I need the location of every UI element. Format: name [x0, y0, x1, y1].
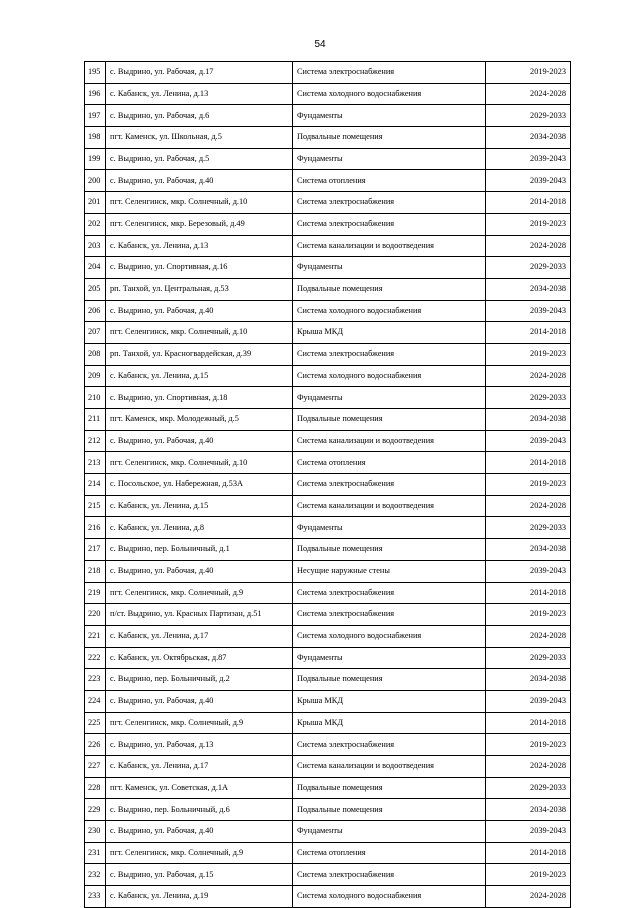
table-row	[85, 278, 571, 300]
period-cell: 2019-2023	[486, 734, 571, 756]
building-system-cell: Система канализации и водоотведения	[293, 430, 486, 452]
address-cell: с. Выдрино, ул. Спортивная, д.16	[106, 257, 293, 279]
table-row	[85, 387, 571, 409]
row-number-cell: 199	[85, 148, 106, 170]
building-system-cell: Подвальные помещения	[293, 127, 486, 149]
row-number-cell: 213	[85, 452, 106, 474]
address-cell: пгт. Селенгинск, мкр. Березовый, д.49	[106, 213, 293, 235]
building-system-cell: Подвальные помещения	[293, 777, 486, 799]
period-cell: 2034-2038	[486, 278, 571, 300]
building-system-cell: Система отопления	[293, 842, 486, 864]
table-row	[85, 213, 571, 235]
building-system-cell: Система отопления	[293, 452, 486, 474]
building-system-cell: Подвальные помещения	[293, 278, 486, 300]
address-cell: с. Выдрино, ул. Рабочая, д.40	[106, 690, 293, 712]
table-row	[85, 495, 571, 517]
address-cell: с. Кабанск, ул. Ленина, д.13	[106, 235, 293, 257]
building-system-cell: Фундаменты	[293, 517, 486, 539]
repair-schedule-table	[84, 61, 571, 908]
table-row	[85, 625, 571, 647]
period-cell: 2024-2028	[486, 235, 571, 257]
period-cell: 2034-2038	[486, 539, 571, 561]
row-number-cell: 206	[85, 300, 106, 322]
table-row	[85, 83, 571, 105]
row-number-cell: 219	[85, 582, 106, 604]
address-cell: пгт. Селенгинск, мкр. Солнечный, д.9	[106, 582, 293, 604]
period-cell: 2024-2028	[486, 625, 571, 647]
table-row	[85, 192, 571, 214]
row-number-cell: 214	[85, 474, 106, 496]
table-row	[85, 452, 571, 474]
address-cell: с. Выдрино, пер. Больничный, д.6	[106, 799, 293, 821]
address-cell: с. Выдрино, ул. Рабочая, д.40	[106, 821, 293, 843]
period-cell: 2039-2043	[486, 148, 571, 170]
address-cell: с. Выдрино, ул. Рабочая, д.13	[106, 734, 293, 756]
table-row	[85, 560, 571, 582]
period-cell: 2039-2043	[486, 821, 571, 843]
table-row	[85, 365, 571, 387]
building-system-cell: Несущие наружные стены	[293, 560, 486, 582]
building-system-cell: Система холодного водоснабжения	[293, 625, 486, 647]
table-row	[85, 777, 571, 799]
period-cell: 2039-2043	[486, 170, 571, 192]
address-cell: с. Кабанск, ул. Ленина, д.15	[106, 495, 293, 517]
address-cell: с. Кабанск, ул. Ленина, д.19	[106, 886, 293, 908]
row-number-cell: 197	[85, 105, 106, 127]
building-system-cell: Система электроснабжения	[293, 474, 486, 496]
address-cell: пгт. Каменск, ул. Школьная, д.5	[106, 127, 293, 149]
period-cell: 2019-2023	[486, 213, 571, 235]
address-cell: пгт. Каменск, мкр. Молодежный, д.5	[106, 409, 293, 431]
row-number-cell: 208	[85, 343, 106, 365]
table-row	[85, 62, 571, 84]
building-system-cell: Система электроснабжения	[293, 864, 486, 886]
building-system-cell: Система канализации и водоотведения	[293, 235, 486, 257]
building-system-cell: Фундаменты	[293, 821, 486, 843]
table-row	[85, 864, 571, 886]
address-cell: пгт. Селенгинск, мкр. Солнечный, д.10	[106, 192, 293, 214]
row-number-cell: 225	[85, 712, 106, 734]
building-system-cell: Система электроснабжения	[293, 604, 486, 626]
table-row	[85, 647, 571, 669]
building-system-cell: Фундаменты	[293, 148, 486, 170]
row-number-cell: 230	[85, 821, 106, 843]
row-number-cell: 196	[85, 83, 106, 105]
period-cell: 2014-2018	[486, 582, 571, 604]
period-cell: 2029-2033	[486, 517, 571, 539]
address-cell: с. Выдрино, пер. Больничный, д.1	[106, 539, 293, 561]
period-cell: 2034-2038	[486, 409, 571, 431]
table-row	[85, 300, 571, 322]
table-row	[85, 886, 571, 908]
period-cell: 2019-2023	[486, 474, 571, 496]
period-cell: 2014-2018	[486, 842, 571, 864]
period-cell: 2029-2033	[486, 647, 571, 669]
period-cell: 2019-2023	[486, 604, 571, 626]
period-cell: 2024-2028	[486, 756, 571, 778]
building-system-cell: Фундаменты	[293, 257, 486, 279]
address-cell: с. Кабанск, ул. Ленина, д.13	[106, 83, 293, 105]
row-number-cell: 203	[85, 235, 106, 257]
building-system-cell: Система электроснабжения	[293, 213, 486, 235]
period-cell: 2034-2038	[486, 669, 571, 691]
building-system-cell: Подвальные помещения	[293, 799, 486, 821]
period-cell: 2029-2033	[486, 387, 571, 409]
table-row	[85, 756, 571, 778]
row-number-cell: 212	[85, 430, 106, 452]
building-system-cell: Подвальные помещения	[293, 539, 486, 561]
table-row	[85, 409, 571, 431]
row-number-cell: 226	[85, 734, 106, 756]
table-body	[85, 62, 571, 908]
row-number-cell: 216	[85, 517, 106, 539]
row-number-cell: 201	[85, 192, 106, 214]
table-row	[85, 235, 571, 257]
table-row	[85, 430, 571, 452]
building-system-cell: Система холодного водоснабжения	[293, 83, 486, 105]
building-system-cell: Система отопления	[293, 170, 486, 192]
building-system-cell: Система электроснабжения	[293, 62, 486, 84]
period-cell: 2029-2033	[486, 257, 571, 279]
row-number-cell: 200	[85, 170, 106, 192]
row-number-cell: 210	[85, 387, 106, 409]
building-system-cell: Система холодного водоснабжения	[293, 886, 486, 908]
table-row	[85, 343, 571, 365]
period-cell: 2024-2028	[486, 83, 571, 105]
table-row	[85, 582, 571, 604]
table-row	[85, 734, 571, 756]
building-system-cell: Крыша МКД	[293, 712, 486, 734]
table-row	[85, 148, 571, 170]
table-row	[85, 257, 571, 279]
period-cell: 2029-2033	[486, 777, 571, 799]
building-system-cell: Система электроснабжения	[293, 343, 486, 365]
table-row	[85, 474, 571, 496]
building-system-cell: Система канализации и водоотведения	[293, 756, 486, 778]
building-system-cell: Крыша МКД	[293, 322, 486, 344]
period-cell: 2024-2028	[486, 886, 571, 908]
address-cell: с. Кабанск, ул. Октябрьская, д.87	[106, 647, 293, 669]
address-cell: с. Выдрино, ул. Рабочая, д.17	[106, 62, 293, 84]
building-system-cell: Фундаменты	[293, 105, 486, 127]
address-cell: с. Выдрино, ул. Спортивная, д.18	[106, 387, 293, 409]
building-system-cell: Крыша МКД	[293, 690, 486, 712]
table-row	[85, 690, 571, 712]
address-cell: с. Выдрино, ул. Рабочая, д.15	[106, 864, 293, 886]
row-number-cell: 221	[85, 625, 106, 647]
building-system-cell: Система канализации и водоотведения	[293, 495, 486, 517]
period-cell: 2019-2023	[486, 343, 571, 365]
row-number-cell: 231	[85, 842, 106, 864]
row-number-cell: 218	[85, 560, 106, 582]
period-cell: 2039-2043	[486, 300, 571, 322]
row-number-cell: 232	[85, 864, 106, 886]
table-row	[85, 669, 571, 691]
period-cell: 2039-2043	[486, 430, 571, 452]
row-number-cell: 222	[85, 647, 106, 669]
row-number-cell: 217	[85, 539, 106, 561]
table-row	[85, 322, 571, 344]
address-cell: рп. Танхой, ул. Красногвардейская, д.39	[106, 343, 293, 365]
row-number-cell: 229	[85, 799, 106, 821]
period-cell: 2039-2043	[486, 690, 571, 712]
address-cell: пгт. Селенгинск, мкр. Солнечный, д.10	[106, 452, 293, 474]
address-cell: с. Выдрино, ул. Рабочая, д.5	[106, 148, 293, 170]
period-cell: 2014-2018	[486, 452, 571, 474]
building-system-cell: Система электроснабжения	[293, 734, 486, 756]
period-cell: 2024-2028	[486, 495, 571, 517]
address-cell: п/ст. Выдрино, ул. Красных Партизан, д.51	[106, 604, 293, 626]
address-cell: с. Выдрино, ул. Рабочая, д.40	[106, 560, 293, 582]
building-system-cell: Подвальные помещения	[293, 669, 486, 691]
period-cell: 2034-2038	[486, 799, 571, 821]
table-row	[85, 821, 571, 843]
table-row	[85, 105, 571, 127]
row-number-cell: 207	[85, 322, 106, 344]
building-system-cell: Система холодного водоснабжения	[293, 365, 486, 387]
period-cell: 2039-2043	[486, 560, 571, 582]
table-row	[85, 799, 571, 821]
address-cell: с. Кабанск, ул. Ленина, д.17	[106, 756, 293, 778]
address-cell: с. Кабанск, ул. Ленина, д.15	[106, 365, 293, 387]
address-cell: с. Кабанск, ул. Ленина, д.8	[106, 517, 293, 539]
address-cell: пгт. Селенгинск, мкр. Солнечный, д.9	[106, 712, 293, 734]
period-cell: 2034-2038	[486, 127, 571, 149]
building-system-cell: Фундаменты	[293, 387, 486, 409]
row-number-cell: 227	[85, 756, 106, 778]
period-cell: 2014-2018	[486, 192, 571, 214]
table-row	[85, 127, 571, 149]
address-cell: с. Выдрино, пер. Больничный, д.2	[106, 669, 293, 691]
period-cell: 2019-2023	[486, 62, 571, 84]
address-cell: с. Посольское, ул. Набережная, д.53А	[106, 474, 293, 496]
row-number-cell: 228	[85, 777, 106, 799]
building-system-cell: Система холодного водоснабжения	[293, 300, 486, 322]
address-cell: с. Выдрино, ул. Рабочая, д.40	[106, 300, 293, 322]
row-number-cell: 224	[85, 690, 106, 712]
address-cell: с. Выдрино, ул. Рабочая, д.40	[106, 170, 293, 192]
building-system-cell: Фундаменты	[293, 647, 486, 669]
row-number-cell: 215	[85, 495, 106, 517]
building-system-cell: Система электроснабжения	[293, 582, 486, 604]
row-number-cell: 198	[85, 127, 106, 149]
page-number: 54	[314, 39, 326, 50]
row-number-cell: 202	[85, 213, 106, 235]
address-cell: рп. Танхой, ул. Центральная, д.53	[106, 278, 293, 300]
address-cell: пгт. Селенгинск, мкр. Солнечный, д.10	[106, 322, 293, 344]
table-row	[85, 539, 571, 561]
building-system-cell: Система электроснабжения	[293, 192, 486, 214]
row-number-cell: 211	[85, 409, 106, 431]
row-number-cell: 204	[85, 257, 106, 279]
table-row	[85, 604, 571, 626]
row-number-cell: 223	[85, 669, 106, 691]
table-row	[85, 842, 571, 864]
table-row	[85, 517, 571, 539]
table-row	[85, 170, 571, 192]
period-cell: 2019-2023	[486, 864, 571, 886]
address-cell: с. Выдрино, ул. Рабочая, д.40	[106, 430, 293, 452]
table-row	[85, 712, 571, 734]
address-cell: с. Выдрино, ул. Рабочая, д.6	[106, 105, 293, 127]
address-cell: пгт. Каменск, ул. Советская, д.1А	[106, 777, 293, 799]
address-cell: пгт. Селенгинск, мкр. Солнечный, д.9	[106, 842, 293, 864]
row-number-cell: 195	[85, 62, 106, 84]
row-number-cell: 205	[85, 278, 106, 300]
address-cell: с. Кабанск, ул. Ленина, д.17	[106, 625, 293, 647]
period-cell: 2014-2018	[486, 712, 571, 734]
period-cell: 2029-2033	[486, 105, 571, 127]
row-number-cell: 220	[85, 604, 106, 626]
building-system-cell: Подвальные помещения	[293, 409, 486, 431]
period-cell: 2024-2028	[486, 365, 571, 387]
row-number-cell: 209	[85, 365, 106, 387]
row-number-cell: 233	[85, 886, 106, 908]
period-cell: 2014-2018	[486, 322, 571, 344]
